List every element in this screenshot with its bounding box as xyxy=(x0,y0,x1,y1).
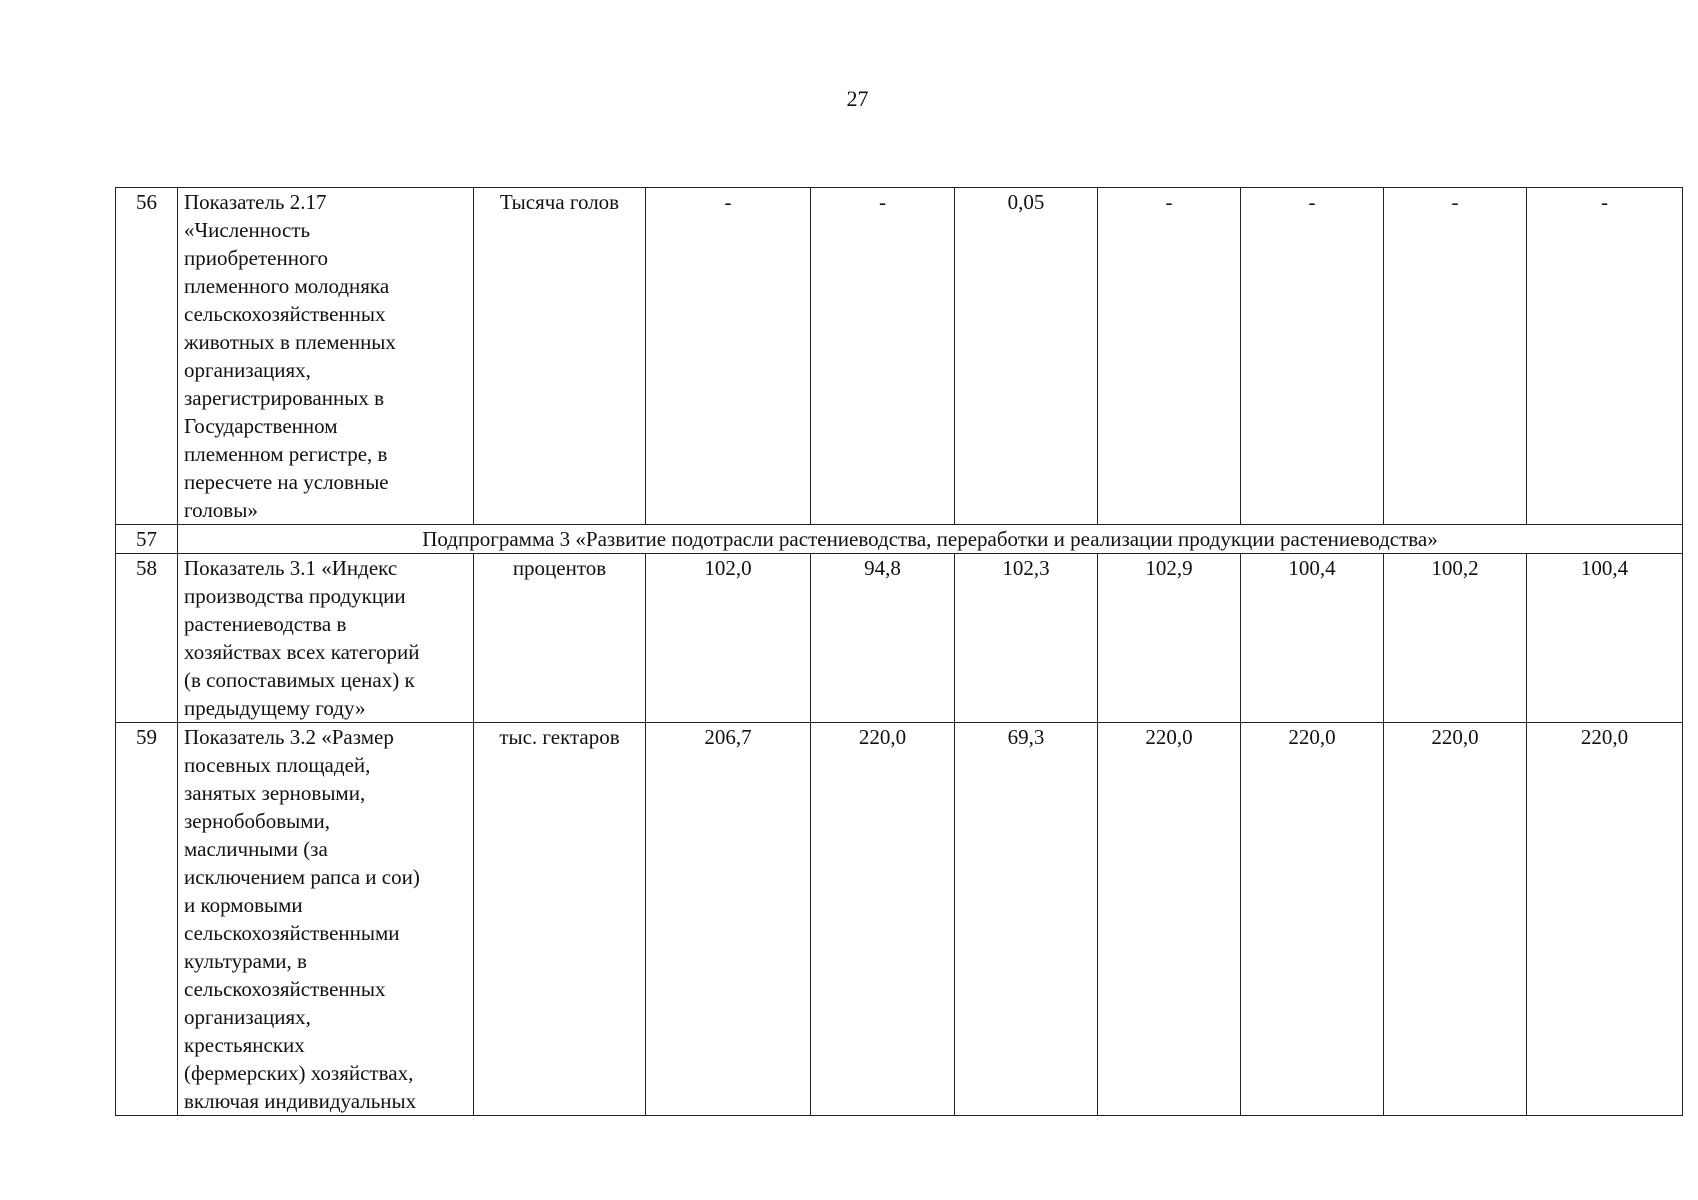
value-cell: - xyxy=(1098,188,1241,525)
row-number: 57 xyxy=(116,525,178,554)
indicator-name-line: сельскохозяйственных xyxy=(184,977,386,1001)
row-number: 58 xyxy=(116,554,178,723)
indicator-name-line: «Численность xyxy=(184,218,311,242)
value-cell: 0,05 xyxy=(955,188,1098,525)
indicator-name-line: племенном регистре, в xyxy=(184,442,388,466)
value-cell: 220,0 xyxy=(1384,723,1527,1116)
indicator-name-line: предыдущему году» xyxy=(184,696,366,720)
value-cell: - xyxy=(1241,188,1384,525)
indicator-name-line: приобретенного xyxy=(184,246,329,270)
indicator-name-line: включая индивидуальных xyxy=(184,1089,417,1113)
indicator-name-line: Показатель 2.17 xyxy=(184,190,327,214)
value-cell: 100,4 xyxy=(1241,554,1384,723)
indicator-name xyxy=(178,723,474,1116)
indicator-name-line: головы» xyxy=(184,498,258,522)
indicator-name-line: племенного молодняка xyxy=(184,274,390,298)
indicator-name-line: крестьянских xyxy=(184,1033,305,1057)
indicator-name-line: (в сопоставимых ценах) к xyxy=(184,668,415,692)
value-cell: 102,9 xyxy=(1098,554,1241,723)
value-cell: 220,0 xyxy=(1098,723,1241,1116)
unit-cell: процентов xyxy=(474,554,646,723)
value-cell: - xyxy=(646,188,811,525)
row-number: 59 xyxy=(116,723,178,1116)
value-cell: 220,0 xyxy=(811,723,955,1116)
indicator-name-line: сельскохозяйственными xyxy=(184,921,400,945)
value-cell: 94,8 xyxy=(811,554,955,723)
indicator-name-line: организациях, xyxy=(184,358,311,382)
indicator-name-line: пересчете на условные xyxy=(184,470,389,494)
indicator-name-line: занятых зерновыми, xyxy=(184,781,366,805)
indicator-name-line: хозяйствах всех категорий xyxy=(184,640,420,664)
indicator-name-line: культурами, в xyxy=(184,949,307,973)
value-cell: 206,7 xyxy=(646,723,811,1116)
value-cell: 102,3 xyxy=(955,554,1098,723)
indicator-name-line: сельскохозяйственных xyxy=(184,302,386,326)
indicators-table xyxy=(115,187,1683,1116)
indicator-name-line: Государственном xyxy=(184,414,338,438)
indicator-name-line: Показатель 3.2 «Размер xyxy=(184,725,394,749)
value-cell: 100,4 xyxy=(1527,554,1683,723)
unit-cell: Тысяча голов xyxy=(474,188,646,525)
value-cell: 102,0 xyxy=(646,554,811,723)
table-row xyxy=(116,723,1683,1116)
indicator-name-line: зарегистрированных в xyxy=(184,386,384,410)
indicator-name xyxy=(178,188,474,525)
value-cell: - xyxy=(1384,188,1527,525)
indicator-name-line: зернобобовыми, xyxy=(184,809,331,833)
indicator-name-line: организациях, xyxy=(184,1005,311,1029)
value-cell: 220,0 xyxy=(1241,723,1384,1116)
table-row xyxy=(116,188,1683,525)
indicator-name-line: исключением рапса и сои) xyxy=(184,865,420,889)
indicator-name-line: масличными (за xyxy=(184,837,328,861)
indicator-name xyxy=(178,554,474,723)
value-cell: - xyxy=(811,188,955,525)
value-cell: 220,0 xyxy=(1527,723,1683,1116)
subprogram-title: Подпрограмма 3 «Развитие подотрасли растениеводства, переработки и реализации продукции растениеводства» xyxy=(178,525,1683,554)
indicator-name-line: посевных площадей, xyxy=(184,753,371,777)
table-body xyxy=(116,188,1683,1116)
page-number: 27 xyxy=(846,86,869,111)
indicator-name-line: животных в племенных xyxy=(184,330,396,354)
indicator-name-line: производства продукции xyxy=(184,584,406,608)
indicator-name-line: (фермерских) хозяйствах, xyxy=(184,1061,414,1085)
value-cell: 69,3 xyxy=(955,723,1098,1116)
table-row xyxy=(116,554,1683,723)
unit-cell: тыс. гектаров xyxy=(474,723,646,1116)
value-cell: - xyxy=(1527,188,1683,525)
indicator-name-line: растениеводства в xyxy=(184,612,347,636)
table-row xyxy=(116,525,1683,554)
row-number: 56 xyxy=(116,188,178,525)
value-cell: 100,2 xyxy=(1384,554,1527,723)
indicator-name-line: и кормовыми xyxy=(184,893,303,917)
indicator-name-line: Показатель 3.1 «Индекс xyxy=(184,556,398,580)
